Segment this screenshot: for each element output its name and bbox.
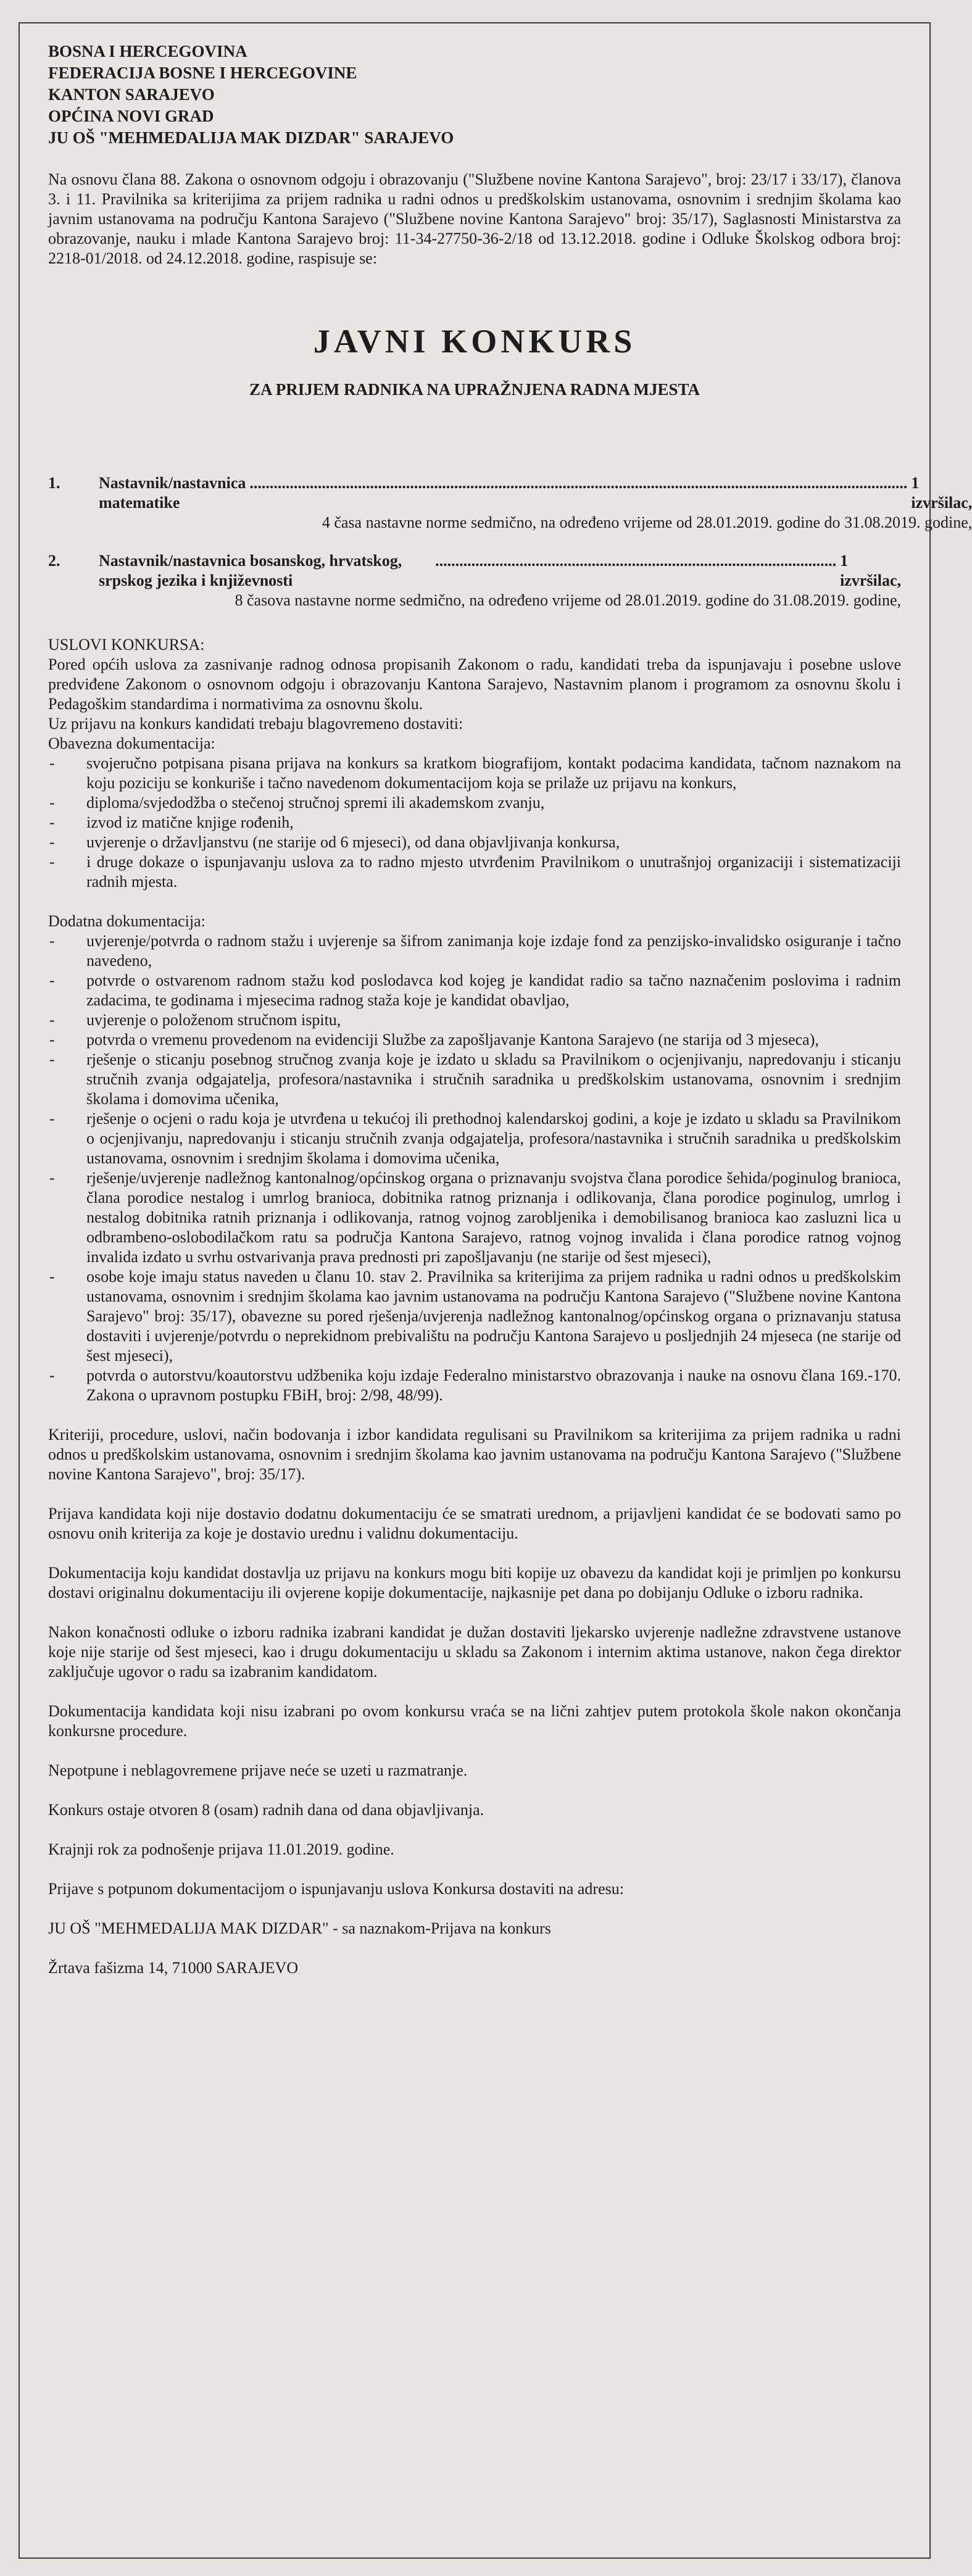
list-item: - rješenje o sticanju posebnog stručnog zvanja koje je izdato u skladu sa Pravilnikom o ocjenjivanju, napredovanju i sticanju stručnih zvanja odgajatelja, profesora/nastavnika i stručnih saradnika u predškolskim ustanovama, osnovnim i srednjim školama i domovima učenika, — [48, 1050, 901, 1109]
address-recipient: JU OŠ "MEHMEDALIJA MAK DIZDAR" - sa naznakom-Prijava na konkurs — [48, 1919, 551, 1937]
position-name: Nastavnik/nastavnica bosanskog, hrvatskog, srpskog jezika i književnosti — [99, 552, 402, 589]
address-block — [48, 1919, 901, 1978]
position-item — [48, 551, 901, 610]
copies-note: Dokumentacija koju kandidat dostavlja uz prijavu na konkurs mogu biti kopije uz obavezu da kandidat koji je primljen po konkursu dostavi originalnu dokumentaciju ili ovjerene kopije dokumentacije, najkasnije pet dana po dobijanju Odluke o izboru radnika. — [48, 1564, 901, 1602]
additional-documents-list — [48, 931, 901, 1405]
position-number: 1. — [48, 474, 60, 492]
list-item: - uvjerenje/potvrda o radnom stažu i uvjerenje sa šifrom zanimanja koje izdaje fond za penzijsko-invalidsko osiguranje i tačno navedeno, — [48, 931, 901, 971]
conditions-section — [48, 635, 901, 1405]
submit-intro: Uz prijavu na konkurs kandidati trebaju blagovremeno dostaviti: — [48, 715, 463, 733]
additional-docs-note: Prijava kandidata koji nije dostavio dodatnu dokumentaciju će se smatrati urednom, a prijavljeni kandidat će se bodovati samo po osnovu onih kriterija za koje je dostavio urednu i validnu dokumentaciju. — [48, 1505, 901, 1542]
list-item: - osobe koje imaju status naveden u članu 10. stav 2. Pravilnika sa kriterijima za prijem radnika u radni odnos u predškolskim ustanovama, osnovnim i srednjim školama kao javnim ustanovama na području Kantona Sarajevo ("Službene novine Kantona Sarajevo" broj: 35/17), obavezne su pored rješenja/uvjerenja nadležnog kantonalnog/općinskog organa o priznavanju statusa dostaviti i uvjerenje/potvrdu o neprekidnom prebivalištu na području Kantona Sarajevo u posljednjih 24 mjeseca (ne starije od šest mjeseci), — [48, 1267, 901, 1366]
list-item: - izvod iz matične knjige rođenih, — [48, 813, 901, 833]
header-line-school: JU OŠ "MEHMEDALIJA MAK DIZDAR" SARAJEVO — [48, 128, 454, 147]
conditions-heading: USLOVI KONKURSA: — [48, 636, 205, 654]
position-number: 2. — [48, 552, 60, 570]
address-street: Žrtava fašizma 14, 71000 SARAJEVO — [48, 1959, 299, 1977]
open-period-note: Konkurs ostaje otvoren 8 (osam) radnih dana od dana objavljivanja. — [48, 1801, 484, 1819]
job-announcement-document — [19, 22, 972, 2559]
list-item: - i druge dokaze o ispunjavanju uslova za to radno mjesto utvrđenim Pravilnikom o unutrašnjoj organizaciji i sistematizaciji radnih mjesta. — [48, 852, 901, 892]
position-details: 4 časa nastavne norme sedmično, na određeno vrijeme od 28.01.2019. godine do 31.08.2019. godine, — [322, 513, 972, 531]
positions-list — [48, 473, 972, 610]
position-item — [48, 473, 972, 533]
conditions-text: Pored općih uslova za zasnivanje radnog odnosa propisanih Zakonom o radu, kandidati treba da ispunjavaju i posebne uslove predviđene Zakonom o osnovnom odgoju i obrazovanju Kantona Sarajevo, Nastavnim planom i programom za osnovnu školu i Pedagoškim standardima i normativima za osnovnu školu. — [48, 655, 901, 713]
position-count: 1 izvršilac, — [911, 474, 972, 512]
position-name: Nastavnik/nastavnica matematike — [99, 474, 246, 512]
dot-leader: .................................................................................................................................................................... — [249, 474, 908, 492]
header-line-canton: KANTON SARAJEVO — [48, 85, 215, 104]
incomplete-applications-note: Nepotpune i neblagovremene prijave neće se uzeti u razmatranje. — [48, 1761, 468, 1779]
additional-heading: Dodatna dokumentacija: — [48, 912, 206, 930]
list-item: - svojeručno potpisana pisana prijava na konkurs sa kratkom biografijom, kontakt podacima kandidata, tačnom naznakom na koju poziciju se konkuriše i tačno navedenom dokumentacijom koja se prilaže uz prijavu na konkurs, — [48, 754, 901, 793]
criteria-paragraph: Kriteriji, procedure, uslovi, način bodovanja i izbor kandidata regulisani su Pravilnikom sa kriterijima za prijem radnika u radni odnos u predškolskim ustanovama, osnovnim i srednjim školama kao javnim ustanovama na području Kantona Sarajevo ("Službene novine Kantona Sarajevo", broj: 35/17). — [48, 1426, 901, 1483]
mandatory-heading: Obavezna dokumentacija: — [48, 734, 215, 752]
document-subtitle: ZA PRIJEM RADNIKA NA UPRAŽNJENA RADNA MJESTA — [249, 380, 700, 399]
mandatory-documents-list — [48, 754, 901, 892]
deadline-note: Krajnji rok za podnošenje prijava 11.01.2019. godine. — [48, 1840, 394, 1858]
list-item: - rješenje o ocjeni o radu koja je utvrđena u tekućoj ili prethodnoj kalendarskoj godini, a koje je izdato u skladu sa Pravilnikom o ocjenjivanju, napredovanju i sticanju stručnih zvanja odgajatelja, profesora/nastavnika i stručnih saradnika u predškolskim ustanovama, osnovnim i srednjim školama i domovima učenika, — [48, 1109, 901, 1168]
list-item: - potvrde o ostvarenom radnom stažu kod poslodavca kod kojeg je kandidat radio sa tačno naznačenim poslovima i radnim zadacima, te godinama i mjesecima radnog staža koje je kandidat obavljao, — [48, 971, 901, 1010]
address-intro: Prijave s potpunom dokumentacijom o ispunjavanju uslova Konkursa dostaviti na adresu: — [48, 1880, 624, 1898]
list-item: - potvrda o vremenu provedenom na evidenciji Službe za zapošljavanje Kantona Sarajevo (ne starija od 3 mjeseca), — [48, 1030, 901, 1050]
list-item: - potvrda o autorstvu/koautorstvu udžbenika koju izdaje Federalno ministarstvo obrazovanja i nauke na osnovu člana 169.-170. Zakona o upravnom postupku FBiH, broj: 2/98, 48/99). — [48, 1366, 901, 1405]
list-item: - diploma/svjedodžba o stečenoj stručnoj spremi ili akademskom zvanju, — [48, 793, 901, 813]
header-line-municipality: OPĆINA NOVI GRAD — [48, 107, 214, 125]
header-line-federation: FEDERACIJA BOSNE I HERCEGOVINE — [48, 64, 357, 82]
list-item: - uvjerenje o državljanstvu (ne starije od 6 mjeseci), od dana objavljivanja konkursa, — [48, 833, 901, 852]
legal-basis-paragraph: Na osnovu člana 88. Zakona o osnovnom odgoju i obrazovanju ("Službene novine Kantona Sarajevo", broj: 23/17 i 33/17), članova 3. i 11. Pravilnika sa kriterijima za prijem radnika u radni odnos u predškolskim ustanovama, osnovnim i srednjim školama kao javnim ustanovama na području Kantona Sarajevo ("Službene novine Kantona Sarajevo" broj: 35/17), Saglasnosti Ministarstva za obrazovanje, nauku i mlade Kantona Sarajevo broj: 11-34-27750-36-2/18 od 13.12.2018. godine i Odluke Školskog odbora broj: 2218-01/2018. od 24.12.2018. godine, raspisuje se: — [48, 170, 901, 267]
position-count: 1 izvršilac, — [840, 552, 901, 589]
institution-header — [48, 41, 901, 149]
medical-certificate-note: Nakon konačnosti odluke o izboru radnika izabrani kandidat je dužan dostaviti ljekarsko uvjerenje nadležne zdravstvene ustanove koje nije starije od šest mjeseci, kao i drugu dokumentaciju u skladu sa Zakonom i internim aktima ustanove, nakon čega direktor zaključuje ugovor o radu sa izabranim kandidatom. — [48, 1623, 901, 1681]
documents-return-note: Dokumentacija kandidata koji nisu izabrani po ovom konkursu vraća se na lični zahtjev putem protokola škole nakon okončanja konkursne procedure. — [48, 1702, 901, 1740]
header-line-country: BOSNA I HERCEGOVINA — [48, 42, 247, 60]
position-details: 8 časova nastavne norme sedmično, na određeno vrijeme od 28.01.2019. godine do 31.08.2019. godine, — [235, 591, 901, 609]
dot-leader: .................................................................................................... — [435, 552, 837, 570]
list-item: - rješenje/uvjerenje nadležnog kantonalnog/općinskog organa o priznavanju svojstva člana porodice šehida/poginulog branioca, člana porodice nestalog i umrlog branioca, dobitnika ratnog priznanja i odlikovanja, člana porodice poginulog, umrlog i nestalog dobitnika ratnih priznanja i odlikovanja, ratnog vojnog zarobljenika i demobilisanog branioca kao zasluzni lica u odbrambeno-oslobodilačkom ratu sa područja Kantona Sarajevo, ratnog vojnog invalida i člana porodice ratnog vojnog invalida izdato u svrhu ostvarivanja prava prednosti pri zapošljavanju (ne starije od šest mjeseci), — [48, 1168, 901, 1267]
document-title: JAVNI KONKURS — [313, 323, 636, 360]
list-item: - uvjerenje o položenom stručnom ispitu, — [48, 1010, 901, 1030]
